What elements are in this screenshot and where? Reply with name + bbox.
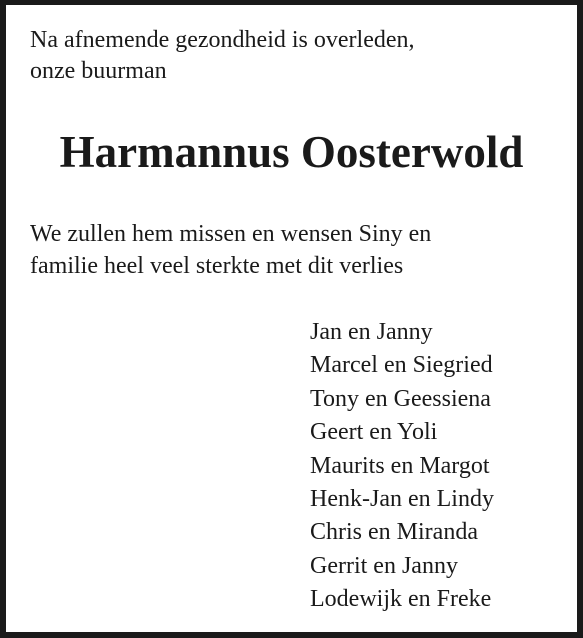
signatory: Henk-Jan en Lindy (310, 486, 494, 513)
deceased-name: Harmannus Oosterwold (59, 127, 524, 177)
signatories-list (310, 316, 494, 617)
intro-line-2: onze buurman (30, 58, 167, 84)
signatory: Gerrit en Janny (310, 552, 458, 579)
signatory: Geert en Yoli (310, 419, 438, 446)
signatory: Maurits en Margot (310, 452, 490, 479)
intro-line-1: Na afnemende gezondheid is overleden, (30, 27, 415, 53)
message-line-2: familie heel veel sterkte met dit verlies (30, 253, 404, 279)
signatory: Lodewijk en Freke (310, 586, 492, 613)
message-line-1: We zullen hem missen en wensen Siny en (30, 221, 432, 247)
signatory: Jan en Janny (310, 319, 433, 345)
signatory: Tony en Geessiena (310, 385, 491, 412)
signatory: Marcel en Siegried (310, 352, 493, 379)
signatory: Chris en Miranda (310, 519, 478, 546)
condolence-message (30, 218, 431, 282)
intro-text (30, 25, 415, 87)
